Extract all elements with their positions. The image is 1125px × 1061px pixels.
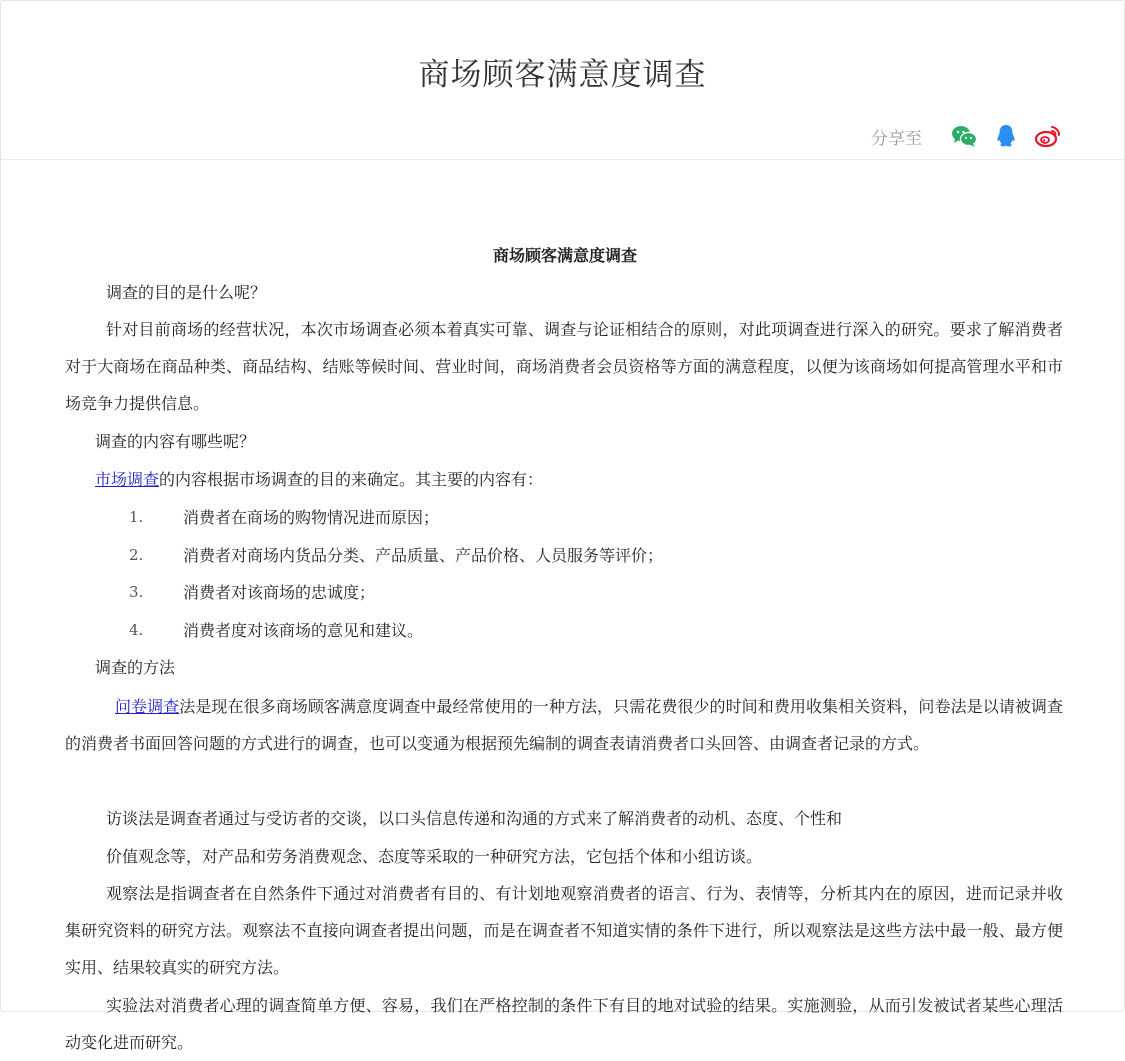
qq-icon[interactable]: [992, 122, 1020, 150]
list-item: [65, 574, 1063, 611]
weibo-icon[interactable]: [1034, 122, 1062, 150]
article-title: 商场顾客满意度调查: [492, 246, 637, 265]
paragraph-experiment: 实验法对消费者心理的调查简单方便、容易，我们在严格控制的条件下有目的地对试验的结果。实施测验，从而引发被试者某些心理活动变化进而研究。: [65, 996, 1063, 1052]
page-title: 商场顾客满意度调查: [418, 57, 707, 93]
list-number: 1.: [129, 508, 144, 526]
questionnaire-link[interactable]: 问卷调查: [115, 697, 180, 716]
list-number: 3.: [129, 583, 144, 601]
list-text: 消费者在商场的购物情况进而原因；: [183, 508, 440, 527]
list-text: 消费者度对该商场的意见和建议。: [183, 621, 424, 640]
paragraph-interview-line2: 价值观念等，对产品和劳务消费观念、态度等采取的一种研究方法，它包括个体和小组访谈。: [106, 847, 763, 866]
list-text: 消费者对该商场的忠诚度；: [183, 583, 376, 602]
header: [1, 1, 1124, 160]
wechat-icon[interactable]: [950, 122, 978, 150]
paragraph-questionnaire: [65, 688, 1063, 762]
section-question-method: 调查的方法: [95, 658, 176, 677]
paragraph-content-intro: [65, 461, 1063, 498]
list-number: 2.: [129, 546, 144, 564]
section-question-content: 调查的内容有哪些呢？: [95, 432, 256, 451]
section-question-purpose: 调查的目的是什么呢？: [106, 283, 267, 302]
paragraph-purpose: 针对目前商场的经营状况，本次市场调查必须本着真实可靠、调查与论证相结合的原则，对此项调查进行深入的研究。要求了解消费者对于大商场在商品种类、商品结构、结账等候时间、营业时间，商场消费者会员资格等方面的满意程度，以便为该商场如何提高管理水平和市场竞争力提供信息。: [65, 320, 1063, 413]
paragraph-interview-line1: 访谈法是调查者通过与受访者的交谈，以口头信息传递和沟通的方式来了解消费者的动机、态度、个性和: [106, 809, 843, 828]
paragraph-content-intro-text: 的内容根据市场调查的目的来确定。其主要的内容有：: [159, 470, 544, 489]
share-bar: [871, 121, 1062, 151]
share-label: 分享至: [871, 128, 922, 149]
list-number: 4.: [129, 621, 144, 639]
list-item: [65, 499, 1063, 536]
paragraph-observation: 观察法是指调查者在自然条件下通过对消费者有目的、有计划地观察消费者的语言、行为、表情等，分析其内在的原因，进而记录并收集研究资料的研究方法。观察法不直接向调查者提出问题，而是在调查者不知道实情的条件下进行，所以观察法是这些方法中最一般、最方便实用、结果较真实的研究方法。: [65, 884, 1063, 977]
list-item: [65, 537, 1063, 574]
paragraph-questionnaire-text: 法是现在很多商场顾客满意度调查中最经常使用的一种方法，只需花费很少的时间和费用收集相关资料，问卷法是以请被调查的消费者书面回答问题的方式进行的调查，也可以变通为根据预先编制的调查表请消费者口头回答、由调查者记录的方式。: [65, 697, 1063, 753]
list-text: 消费者对商场内货品分类、产品质量、产品价格、人员服务等评价；: [183, 546, 664, 565]
list-item: [65, 612, 1063, 649]
market-research-link[interactable]: 市场调查: [95, 470, 160, 489]
